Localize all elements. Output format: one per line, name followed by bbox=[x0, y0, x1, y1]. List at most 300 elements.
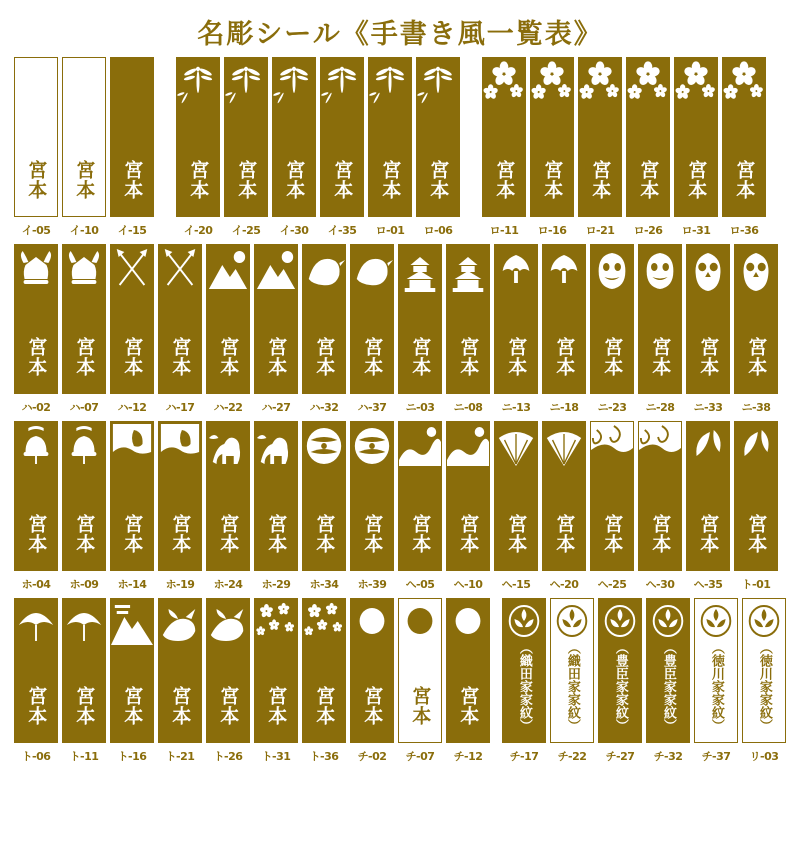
bird-icon bbox=[351, 245, 393, 307]
sticker-name-text: 宮本 bbox=[505, 337, 528, 377]
dragonfly-icon bbox=[225, 58, 267, 120]
sticker-preview-ホ-39[interactable] bbox=[350, 421, 394, 571]
sticker-cell[interactable] bbox=[254, 244, 298, 415]
sticker-cell[interactable] bbox=[530, 57, 574, 238]
sticker-code-label: イ-25 bbox=[231, 224, 261, 237]
sticker-code-label: ロ-06 bbox=[423, 224, 453, 237]
sticker-name-text: 宮本 bbox=[217, 514, 240, 554]
sticker-name-text: 宮本 bbox=[265, 686, 288, 726]
sticker-code-label: ロ-31 bbox=[681, 224, 711, 237]
sticker-preview-ニ-28[interactable] bbox=[638, 244, 682, 394]
sticker-cell[interactable] bbox=[158, 421, 202, 592]
sticker-row bbox=[12, 57, 788, 238]
sticker-name-text: 宮本 bbox=[73, 337, 96, 377]
sticker-name-text: 宮本 bbox=[25, 337, 48, 377]
sticker-cell[interactable] bbox=[598, 598, 642, 764]
sticker-preview-ト-26[interactable] bbox=[206, 598, 250, 743]
sticker-cell[interactable] bbox=[626, 57, 670, 238]
sticker-code-label: ト-11 bbox=[69, 750, 99, 763]
sticker-code-label: ヘ-30 bbox=[645, 578, 675, 591]
hime-icon bbox=[111, 422, 153, 484]
sticker-cell[interactable] bbox=[14, 244, 58, 415]
kabuto-icon bbox=[63, 245, 105, 307]
sticker-name-text: 宮本 bbox=[265, 337, 288, 377]
sticker-code-label: ホ-39 bbox=[357, 578, 387, 591]
sakurafall-icon bbox=[255, 599, 297, 661]
sticker-code-label: ハ-22 bbox=[213, 401, 243, 414]
sticker-preview-ト-11[interactable] bbox=[62, 598, 106, 743]
sticker-code-label: イ-05 bbox=[21, 224, 51, 237]
sticker-preview-ト-06[interactable] bbox=[14, 598, 58, 743]
sticker-name-text: 宮本 bbox=[361, 686, 384, 726]
sticker-name-text: 宮本 bbox=[697, 337, 720, 377]
moonout-icon bbox=[399, 599, 441, 661]
sticker-cell[interactable] bbox=[502, 598, 546, 764]
moon-icon bbox=[351, 599, 393, 661]
sticker-preview-ニ-03[interactable] bbox=[398, 244, 442, 394]
sticker-name-text: 宮本 bbox=[457, 337, 480, 377]
sticker-cell[interactable] bbox=[482, 57, 526, 238]
sticker-name-text: 宮本 bbox=[121, 337, 144, 377]
sticker-group bbox=[480, 57, 768, 238]
sticker-code-label: ト-16 bbox=[117, 750, 147, 763]
sticker-name-text: 宮本 bbox=[331, 160, 354, 200]
sticker-name-text: （豊臣家家紋） bbox=[660, 641, 676, 732]
sticker-code-label: ハ-37 bbox=[357, 401, 387, 414]
sticker-preview-チ-22[interactable] bbox=[550, 598, 594, 743]
sticker-cell[interactable] bbox=[734, 244, 778, 415]
sticker-preview-ハ-12[interactable] bbox=[110, 244, 154, 394]
sticker-cell[interactable] bbox=[62, 598, 106, 764]
sticker-cell[interactable] bbox=[542, 244, 586, 415]
page-title: 名彫シール《手書き風一覧表》 bbox=[197, 19, 603, 50]
dragonfly-icon bbox=[177, 58, 219, 120]
leaf-icon bbox=[735, 422, 777, 484]
sticker-code-label: ニ-23 bbox=[597, 401, 627, 414]
sticker-name-text: 宮本 bbox=[649, 337, 672, 377]
sticker-name-text: 宮本 bbox=[601, 337, 624, 377]
sticker-preview-ヘ-10[interactable] bbox=[446, 421, 490, 571]
sticker-preview-ヘ-25[interactable] bbox=[590, 421, 634, 571]
sticker-preview-ホ-29[interactable] bbox=[254, 421, 298, 571]
sticker-preview-イ-10[interactable] bbox=[62, 57, 106, 217]
sticker-code-label: ヘ-20 bbox=[549, 578, 579, 591]
sticker-name-text: 宮本 bbox=[265, 514, 288, 554]
sticker-name-text: 宮本 bbox=[25, 160, 48, 200]
sticker-code-label: ト-01 bbox=[741, 578, 771, 591]
sticker-group bbox=[500, 598, 788, 764]
sticker-cell[interactable] bbox=[550, 598, 594, 764]
sticker-name-text: 宮本 bbox=[427, 160, 450, 200]
sticker-code-label: ロ-21 bbox=[585, 224, 615, 237]
sticker-preview-ホ-09[interactable] bbox=[62, 421, 106, 571]
sticker-cell[interactable] bbox=[302, 421, 346, 592]
temari-icon bbox=[351, 422, 393, 484]
sticker-name-text: 宮本 bbox=[217, 337, 240, 377]
sticker-group bbox=[12, 244, 780, 415]
sticker-cell[interactable] bbox=[110, 57, 154, 238]
sticker-group bbox=[12, 57, 156, 238]
sticker-code-label: ト-31 bbox=[261, 750, 291, 763]
sticker-cell[interactable] bbox=[110, 598, 154, 764]
sticker-name-text: 宮本 bbox=[73, 160, 96, 200]
sticker-code-label: ヘ-10 bbox=[453, 578, 483, 591]
sticker-preview-ロ-06[interactable] bbox=[416, 57, 460, 217]
sticker-preview-イ-15[interactable] bbox=[110, 57, 154, 217]
sticker-code-label: ホ-24 bbox=[213, 578, 243, 591]
sticker-code-label: ヘ-25 bbox=[597, 578, 627, 591]
sticker-cell[interactable] bbox=[638, 244, 682, 415]
sticker-preview-ハ-02[interactable] bbox=[14, 244, 58, 394]
sticker-row bbox=[12, 598, 788, 764]
sticker-preview-リ-03[interactable] bbox=[742, 598, 786, 743]
sticker-code-label: イ-20 bbox=[183, 224, 213, 237]
daruma-icon bbox=[591, 245, 633, 307]
karakusa-icon bbox=[639, 422, 681, 484]
sticker-name-text: 宮本 bbox=[409, 514, 432, 554]
sticker-name-text: 宮本 bbox=[121, 686, 144, 726]
sticker-cell[interactable] bbox=[542, 421, 586, 592]
sticker-name-text: 宮本 bbox=[313, 514, 336, 554]
sticker-code-label: イ-15 bbox=[117, 224, 147, 237]
owl-icon bbox=[687, 245, 729, 307]
sticker-group bbox=[174, 57, 462, 238]
sticker-cell[interactable] bbox=[494, 421, 538, 592]
sticker-cell[interactable] bbox=[646, 598, 690, 764]
pine-icon bbox=[495, 245, 537, 307]
sticker-name-text: 宮本 bbox=[553, 514, 576, 554]
sticker-cell[interactable] bbox=[158, 598, 202, 764]
sticker-cell[interactable] bbox=[590, 244, 634, 415]
sticker-cell[interactable] bbox=[368, 57, 412, 238]
sticker-code-label: ハ-02 bbox=[21, 401, 51, 414]
sticker-cell[interactable] bbox=[742, 598, 786, 764]
fan-icon bbox=[543, 422, 585, 484]
sticker-cell[interactable] bbox=[14, 421, 58, 592]
sticker-cell[interactable] bbox=[494, 244, 538, 415]
sticker-row bbox=[12, 244, 788, 415]
sticker-preview-ロ-11[interactable] bbox=[482, 57, 526, 217]
sticker-cell[interactable] bbox=[62, 57, 106, 238]
sticker-cell[interactable] bbox=[206, 598, 250, 764]
dragonfly-icon bbox=[321, 58, 363, 120]
sticker-name-text: 宮本 bbox=[313, 337, 336, 377]
sticker-code-label: ヘ-15 bbox=[501, 578, 531, 591]
sticker-code-label: チ-22 bbox=[557, 750, 587, 763]
sticker-preview-ロ-36[interactable] bbox=[722, 57, 766, 217]
horse-icon bbox=[207, 422, 249, 484]
sticker-name-text: （織田家家紋） bbox=[516, 641, 532, 732]
sticker-cell[interactable] bbox=[686, 244, 730, 415]
sticker-preview-ニ-33[interactable] bbox=[686, 244, 730, 394]
sticker-rows bbox=[0, 57, 800, 764]
bird-icon bbox=[303, 245, 345, 307]
sticker-cell[interactable] bbox=[446, 598, 490, 764]
sticker-preview-ロ-31[interactable] bbox=[674, 57, 718, 217]
crane-icon bbox=[159, 599, 201, 661]
sticker-preview-ト-01[interactable] bbox=[734, 421, 778, 571]
dragonfly-icon bbox=[273, 58, 315, 120]
sticker-preview-ト-31[interactable] bbox=[254, 598, 298, 743]
arrows-icon bbox=[111, 245, 153, 307]
sticker-name-text: 宮本 bbox=[637, 160, 660, 200]
sticker-name-text: 宮本 bbox=[169, 686, 192, 726]
sticker-preview-ニ-18[interactable] bbox=[542, 244, 586, 394]
sticker-code-label: ニ-13 bbox=[501, 401, 531, 414]
umbrella-icon bbox=[63, 599, 105, 661]
sticker-cell[interactable] bbox=[224, 57, 268, 238]
sticker-name-text: 宮本 bbox=[25, 686, 48, 726]
sticker-cell[interactable] bbox=[722, 57, 766, 238]
sticker-cell[interactable] bbox=[674, 57, 718, 238]
sticker-preview-イ-30[interactable] bbox=[272, 57, 316, 217]
sticker-name-text: 宮本 bbox=[745, 514, 768, 554]
sticker-cell[interactable] bbox=[14, 598, 58, 764]
sticker-code-label: ホ-34 bbox=[309, 578, 339, 591]
sticker-preview-ホ-24[interactable] bbox=[206, 421, 250, 571]
sticker-preview-チ-12[interactable] bbox=[446, 598, 490, 743]
sticker-code-label: チ-12 bbox=[453, 750, 483, 763]
sticker-code-label: ニ-33 bbox=[693, 401, 723, 414]
sticker-name-text: 宮本 bbox=[733, 160, 756, 200]
sticker-name-text: 宮本 bbox=[589, 160, 612, 200]
sticker-name-text: （豊臣家家紋） bbox=[612, 641, 628, 732]
sticker-preview-ホ-04[interactable] bbox=[14, 421, 58, 571]
bell-icon bbox=[15, 422, 57, 484]
sticker-code-label: ト-21 bbox=[165, 750, 195, 763]
sticker-name-text: 宮本 bbox=[169, 337, 192, 377]
sticker-preview-イ-20[interactable] bbox=[176, 57, 220, 217]
sticker-name-text: 宮本 bbox=[73, 514, 96, 554]
sticker-preview-ヘ-20[interactable] bbox=[542, 421, 586, 571]
sticker-code-label: ロ-16 bbox=[537, 224, 567, 237]
sticker-name-text: 宮本 bbox=[601, 514, 624, 554]
sticker-cell[interactable] bbox=[206, 421, 250, 592]
umbrella-icon bbox=[15, 599, 57, 661]
sticker-code-label: ホ-04 bbox=[21, 578, 51, 591]
horse-icon bbox=[255, 422, 297, 484]
sticker-preview-イ-25[interactable] bbox=[224, 57, 268, 217]
sticker-cell[interactable] bbox=[254, 421, 298, 592]
sticker-preview-チ-17[interactable] bbox=[502, 598, 546, 743]
sticker-cell[interactable] bbox=[398, 421, 442, 592]
sticker-code-label: ハ-32 bbox=[309, 401, 339, 414]
sticker-preview-チ-27[interactable] bbox=[598, 598, 642, 743]
sticker-preview-イ-05[interactable] bbox=[14, 57, 58, 217]
fujisan-icon bbox=[111, 599, 153, 661]
sticker-code-label: ヘ-05 bbox=[405, 578, 435, 591]
sticker-preview-ニ-13[interactable] bbox=[494, 244, 538, 394]
sticker-name-text: （織田家家紋） bbox=[564, 641, 580, 732]
sticker-group bbox=[12, 598, 492, 764]
blossom-icon bbox=[627, 58, 669, 120]
owl-icon bbox=[735, 245, 777, 307]
sticker-preview-イ-35[interactable] bbox=[320, 57, 364, 217]
sticker-preview-ホ-19[interactable] bbox=[158, 421, 202, 571]
sticker-cell[interactable] bbox=[686, 421, 730, 592]
sticker-cell[interactable] bbox=[254, 598, 298, 764]
sticker-name-text: 宮本 bbox=[361, 514, 384, 554]
fuji-icon bbox=[255, 245, 297, 307]
sticker-code-label: ヘ-35 bbox=[693, 578, 723, 591]
sticker-code-label: ニ-38 bbox=[741, 401, 771, 414]
sticker-preview-ニ-38[interactable] bbox=[734, 244, 778, 394]
sticker-cell[interactable] bbox=[416, 57, 460, 238]
sticker-preview-ニ-08[interactable] bbox=[446, 244, 490, 394]
sticker-code-label: ニ-28 bbox=[645, 401, 675, 414]
sticker-code-label: ト-36 bbox=[309, 750, 339, 763]
sticker-code-label: ハ-12 bbox=[117, 401, 147, 414]
sticker-name-text: 宮本 bbox=[283, 160, 306, 200]
castle-icon bbox=[399, 245, 441, 307]
sticker-name-text: 宮本 bbox=[553, 337, 576, 377]
sticker-code-label: ト-26 bbox=[213, 750, 243, 763]
sticker-name-text: 宮本 bbox=[235, 160, 258, 200]
sticker-preview-チ-32[interactable] bbox=[646, 598, 690, 743]
sticker-preview-チ-07[interactable] bbox=[398, 598, 442, 743]
sticker-preview-ハ-22[interactable] bbox=[206, 244, 250, 394]
sticker-name-text: 宮本 bbox=[361, 337, 384, 377]
sticker-preview-ヘ-30[interactable] bbox=[638, 421, 682, 571]
sticker-preview-ヘ-05[interactable] bbox=[398, 421, 442, 571]
sticker-code-label: ハ-27 bbox=[261, 401, 291, 414]
sticker-name-text: 宮本 bbox=[745, 337, 768, 377]
sticker-cell[interactable] bbox=[302, 244, 346, 415]
sticker-cell[interactable] bbox=[14, 57, 58, 238]
sticker-code-label: ホ-29 bbox=[261, 578, 291, 591]
sticker-preview-ホ-14[interactable] bbox=[110, 421, 154, 571]
sticker-cell[interactable] bbox=[302, 598, 346, 764]
sticker-code-label: ハ-07 bbox=[69, 401, 99, 414]
sticker-code-label: イ-10 bbox=[69, 224, 99, 237]
blossom-icon bbox=[579, 58, 621, 120]
sticker-cell[interactable] bbox=[158, 244, 202, 415]
sticker-name-text: 宮本 bbox=[187, 160, 210, 200]
sticker-name-text: 宮本 bbox=[697, 514, 720, 554]
bell-icon bbox=[63, 422, 105, 484]
sticker-cell[interactable] bbox=[590, 421, 634, 592]
sticker-name-text: 宮本 bbox=[457, 686, 480, 726]
sticker-preview-ハ-37[interactable] bbox=[350, 244, 394, 394]
dragonfly-icon bbox=[417, 58, 459, 120]
sticker-preview-チ-37[interactable] bbox=[694, 598, 738, 743]
sticker-preview-ロ-21[interactable] bbox=[578, 57, 622, 217]
sticker-code-label: リ-03 bbox=[749, 750, 779, 763]
sticker-preview-ニ-23[interactable] bbox=[590, 244, 634, 394]
sticker-cell[interactable] bbox=[694, 598, 738, 764]
sticker-preview-ト-36[interactable] bbox=[302, 598, 346, 743]
sticker-name-text: 宮本 bbox=[121, 514, 144, 554]
sticker-code-label: チ-27 bbox=[605, 750, 635, 763]
sticker-code-label: ロ-01 bbox=[375, 224, 405, 237]
crane-icon bbox=[207, 599, 249, 661]
sticker-preview-ト-21[interactable] bbox=[158, 598, 202, 743]
sticker-name-text: 宮本 bbox=[649, 514, 672, 554]
sticker-code-label: チ-17 bbox=[509, 750, 539, 763]
sticker-preview-ヘ-35[interactable] bbox=[686, 421, 730, 571]
karakusa-icon bbox=[591, 422, 633, 484]
temari-icon bbox=[303, 422, 345, 484]
sticker-cell[interactable] bbox=[110, 421, 154, 592]
sticker-preview-ハ-27[interactable] bbox=[254, 244, 298, 394]
sticker-cell[interactable] bbox=[206, 244, 250, 415]
blossom-icon bbox=[723, 58, 765, 120]
sticker-preview-チ-02[interactable] bbox=[350, 598, 394, 743]
sticker-cell[interactable] bbox=[350, 598, 394, 764]
sticker-cell[interactable] bbox=[176, 57, 220, 238]
sticker-cell[interactable] bbox=[320, 57, 364, 238]
sticker-cell[interactable] bbox=[398, 244, 442, 415]
sticker-group bbox=[12, 421, 780, 592]
fan-icon bbox=[495, 422, 537, 484]
sticker-code-label: ロ-11 bbox=[489, 224, 519, 237]
sticker-name-text: 宮本 bbox=[409, 686, 432, 726]
hime-icon bbox=[159, 422, 201, 484]
sticker-cell[interactable] bbox=[110, 244, 154, 415]
daruma-icon bbox=[639, 245, 681, 307]
sticker-name-text: 宮本 bbox=[493, 160, 516, 200]
sticker-name-text: 宮本 bbox=[169, 514, 192, 554]
sticker-code-label: ニ-18 bbox=[549, 401, 579, 414]
sticker-name-text: 宮本 bbox=[25, 514, 48, 554]
blossom-icon bbox=[531, 58, 573, 120]
pine-icon bbox=[543, 245, 585, 307]
sticker-cell[interactable] bbox=[398, 598, 442, 764]
sticker-preview-ヘ-15[interactable] bbox=[494, 421, 538, 571]
sticker-cell[interactable] bbox=[350, 421, 394, 592]
sticker-cell[interactable] bbox=[638, 421, 682, 592]
sticker-preview-ロ-16[interactable] bbox=[530, 57, 574, 217]
sticker-cell[interactable] bbox=[350, 244, 394, 415]
sticker-preview-ト-16[interactable] bbox=[110, 598, 154, 743]
wave-icon bbox=[399, 422, 441, 484]
sticker-cell[interactable] bbox=[62, 421, 106, 592]
sticker-preview-ホ-34[interactable] bbox=[302, 421, 346, 571]
sticker-name-text: 宮本 bbox=[541, 160, 564, 200]
sticker-code-label: チ-37 bbox=[701, 750, 731, 763]
sticker-name-text: 宮本 bbox=[409, 337, 432, 377]
wave-icon bbox=[447, 422, 489, 484]
sticker-name-text: 宮本 bbox=[505, 514, 528, 554]
blossom-icon bbox=[483, 58, 525, 120]
leaf-icon bbox=[687, 422, 729, 484]
sticker-code-label: チ-02 bbox=[357, 750, 387, 763]
sticker-preview-ロ-26[interactable] bbox=[626, 57, 670, 217]
dragonfly-icon bbox=[369, 58, 411, 120]
sticker-cell[interactable] bbox=[578, 57, 622, 238]
sticker-cell[interactable] bbox=[446, 421, 490, 592]
sticker-preview-ハ-07[interactable] bbox=[62, 244, 106, 394]
sticker-cell[interactable] bbox=[272, 57, 316, 238]
sticker-preview-ロ-01[interactable] bbox=[368, 57, 412, 217]
sticker-code-label: ホ-09 bbox=[69, 578, 99, 591]
sticker-preview-ハ-32[interactable] bbox=[302, 244, 346, 394]
blossom-icon bbox=[675, 58, 717, 120]
sticker-name-text: 宮本 bbox=[379, 160, 402, 200]
castle-icon bbox=[447, 245, 489, 307]
sticker-cell[interactable] bbox=[446, 244, 490, 415]
sticker-name-text: 宮本 bbox=[73, 686, 96, 726]
sticker-cell[interactable] bbox=[734, 421, 778, 592]
sticker-code-label: チ-07 bbox=[405, 750, 435, 763]
sticker-code-label: ト-06 bbox=[21, 750, 51, 763]
sticker-code-label: ロ-26 bbox=[633, 224, 663, 237]
sticker-preview-ハ-17[interactable] bbox=[158, 244, 202, 394]
sakurafall-icon bbox=[303, 599, 345, 661]
sticker-cell[interactable] bbox=[62, 244, 106, 415]
sticker-code-label: ニ-08 bbox=[453, 401, 483, 414]
sticker-code-label: チ-32 bbox=[653, 750, 683, 763]
